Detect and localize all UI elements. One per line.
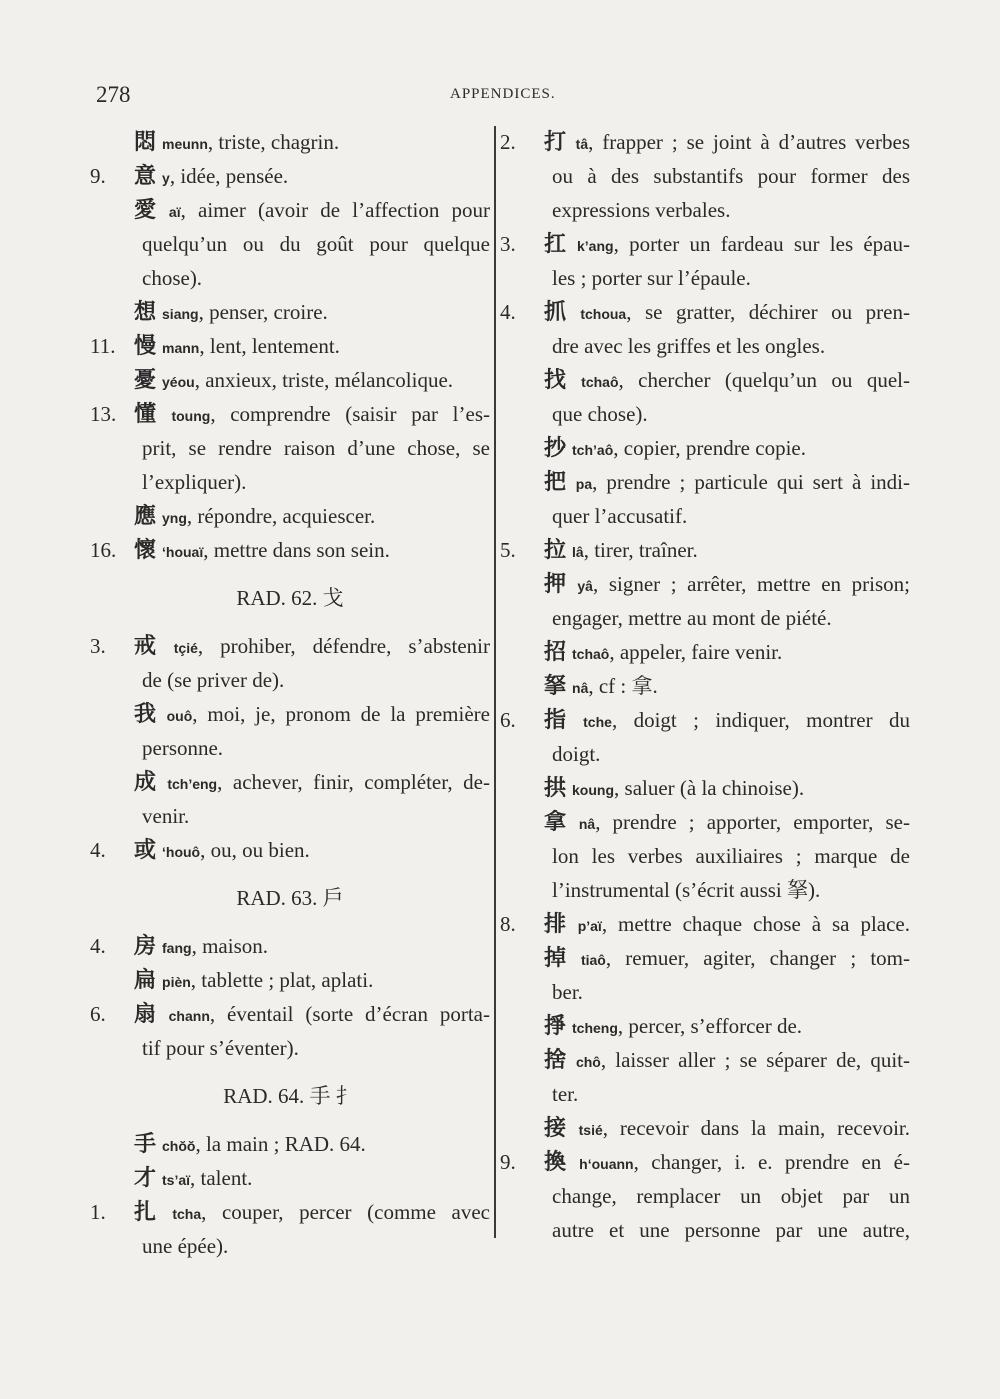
chinese-character: 才 xyxy=(134,1166,157,1191)
dictionary-entry xyxy=(500,533,910,567)
definition-text: doigt. xyxy=(552,742,601,766)
romanization: tiaô xyxy=(580,952,606,968)
spacer xyxy=(90,1065,490,1079)
definition-text: , ou, ou bien. xyxy=(200,838,310,862)
entry-continuation-line xyxy=(500,159,910,193)
romanization: chann xyxy=(168,1008,210,1024)
entry-text xyxy=(134,1161,252,1197)
entry-text xyxy=(142,731,223,765)
entry-text xyxy=(142,261,202,295)
romanization: toung xyxy=(171,408,211,424)
romanization: chô xyxy=(575,1054,601,1070)
dictionary-entry xyxy=(500,295,910,329)
entry-continuation-line xyxy=(500,499,910,533)
stroke-count: 4. xyxy=(500,300,516,324)
entry-text xyxy=(134,963,373,999)
entry-text xyxy=(134,295,328,331)
romanization: koung xyxy=(572,782,615,798)
dictionary-entry xyxy=(500,465,910,499)
romanization: tâ xyxy=(575,136,589,152)
entry-text xyxy=(544,295,910,331)
definition-text: , prohiber, défendre, s’abstenir xyxy=(197,634,490,658)
chinese-character: 成 xyxy=(134,770,162,795)
left-column xyxy=(90,125,490,1263)
chinese-character: 把 xyxy=(544,470,570,495)
spacer xyxy=(90,567,490,581)
definition-text: , achever, finir, compléter, de- xyxy=(217,770,490,794)
entry-continuation-line xyxy=(90,731,490,765)
entry-text xyxy=(142,431,490,465)
spacer xyxy=(90,1113,490,1127)
definition-text: , moi, je, pronom de la première xyxy=(192,702,490,726)
chinese-character: 排 xyxy=(544,912,572,937)
stroke-count: 9. xyxy=(90,164,106,188)
entry-text xyxy=(552,159,910,193)
definition-text: tif pour s’éventer). xyxy=(142,1036,299,1060)
chinese-character: 找 xyxy=(544,368,576,393)
chinese-character: 想 xyxy=(134,300,157,325)
romanization: p’aï xyxy=(577,918,602,934)
entry-text xyxy=(544,703,910,739)
dictionary-entry xyxy=(500,1009,910,1043)
chinese-character: 招 xyxy=(544,640,567,665)
column-divider xyxy=(494,126,496,1238)
entry-continuation-line xyxy=(500,193,910,227)
entry-text xyxy=(544,1111,910,1147)
entry-text xyxy=(142,1031,299,1065)
romanization: tcha xyxy=(172,1206,202,1222)
dictionary-entry xyxy=(500,363,910,397)
entry-text xyxy=(142,1229,228,1263)
dictionary-entry xyxy=(90,697,490,731)
entry-text xyxy=(552,1179,910,1213)
definition-text: , mettre dans son sein. xyxy=(203,538,390,562)
chinese-character: 或 xyxy=(134,838,157,863)
spacer xyxy=(90,915,490,929)
stroke-count: 8. xyxy=(500,912,516,936)
dictionary-entry xyxy=(500,567,910,601)
entry-text xyxy=(142,227,490,261)
entry-text xyxy=(134,533,390,569)
definition-text: , couper, percer (comme avec xyxy=(201,1200,490,1224)
definition-text: , frapper ; se joint à d’autres verbes xyxy=(588,130,910,154)
radical-heading: RAD. 64. 手 扌 xyxy=(223,1084,357,1108)
definition-text: lon les verbes auxiliaires ; marque de xyxy=(552,844,910,868)
definition-text: quelqu’un ou du goût pour quelque xyxy=(142,232,490,256)
entry-continuation-line xyxy=(90,1031,490,1065)
romanization: hʻouann xyxy=(579,1156,634,1172)
spacer xyxy=(90,867,490,881)
romanization: pièn xyxy=(162,974,191,990)
chinese-character: 打 xyxy=(544,130,570,155)
entry-text xyxy=(134,499,375,535)
chinese-character: 扛 xyxy=(544,232,571,257)
chinese-character: 意 xyxy=(134,164,157,189)
page-number: 278 xyxy=(96,82,131,107)
definition-text: , tablette ; plat, aplati. xyxy=(190,968,374,992)
chinese-character: 拱 xyxy=(544,776,567,801)
definition-text: , recevoir dans la main, recevoir. xyxy=(602,1116,910,1140)
chinese-character: 抄 xyxy=(544,436,567,461)
definition-text: , prendre ; particule qui sert à indi- xyxy=(592,470,910,494)
dictionary-entry xyxy=(500,125,910,159)
chinese-character: 掙 xyxy=(544,1014,567,1039)
definition-text: , penser, croire. xyxy=(198,300,328,324)
romanization: aï xyxy=(168,204,181,220)
definition-text: , triste, chagrin. xyxy=(207,130,340,154)
stroke-count: 9. xyxy=(500,1150,516,1174)
romanization: siang xyxy=(162,306,199,322)
entry-text xyxy=(552,1077,578,1111)
entry-text xyxy=(134,629,490,665)
dictionary-entry xyxy=(500,805,910,839)
definition-text: les ; porter sur l’épaule. xyxy=(552,266,751,290)
romanization: ouô xyxy=(166,708,193,724)
romanization: tcheng xyxy=(572,1020,618,1036)
dictionary-entry xyxy=(90,295,490,329)
entry-text xyxy=(134,193,490,229)
chinese-character: 換 xyxy=(544,1150,574,1175)
definition-text: , cf : 拿. xyxy=(588,674,658,698)
dictionary-entry xyxy=(90,765,490,799)
entry-continuation-line xyxy=(90,663,490,697)
entry-text xyxy=(134,997,490,1033)
chinese-character: 悶 xyxy=(134,130,157,155)
chinese-character: 扎 xyxy=(134,1200,167,1225)
definition-text: personne. xyxy=(142,736,224,760)
entry-continuation-line xyxy=(500,1179,910,1213)
dictionary-entry xyxy=(90,499,490,533)
chinese-character: 愛 xyxy=(134,198,163,223)
radical-heading: RAD. 63. 戶 xyxy=(236,886,344,910)
chinese-character: 接 xyxy=(544,1116,573,1141)
entry-continuation-line xyxy=(90,431,490,465)
chinese-character: 戒 xyxy=(134,634,168,659)
entry-text xyxy=(134,697,490,733)
entry-text xyxy=(544,125,910,161)
stroke-count: 1. xyxy=(90,1200,106,1224)
entry-text xyxy=(544,567,910,603)
entry-text xyxy=(544,941,910,977)
entry-continuation-line xyxy=(500,397,910,431)
romanization: tchoua xyxy=(580,306,627,322)
definition-text: autre et une personne par une autre, xyxy=(552,1218,910,1242)
definition-text: expressions verbales. xyxy=(552,198,731,222)
definition-text: ou à des substantifs pour former des xyxy=(552,164,910,188)
entry-continuation-line xyxy=(500,1213,910,1247)
entry-continuation-line xyxy=(500,601,910,635)
entry-text xyxy=(552,839,910,873)
entry-continuation-line xyxy=(90,227,490,261)
romanization: pa xyxy=(575,476,593,492)
entry-text xyxy=(552,193,730,227)
definition-text: change, remplacer un objet par un xyxy=(552,1184,910,1208)
romanization: lâ xyxy=(572,544,584,560)
definition-text: engager, mettre au mont de piété. xyxy=(552,606,832,630)
dictionary-entry xyxy=(90,997,490,1031)
entry-text xyxy=(134,833,310,869)
definition-text: , anxieux, triste, mélancolique. xyxy=(194,368,454,392)
dictionary-entry xyxy=(90,929,490,963)
chinese-character: 拿 xyxy=(544,810,573,835)
definition-text: ber. xyxy=(552,980,583,1004)
entry-text xyxy=(544,669,658,705)
dictionary-entry xyxy=(90,1161,490,1195)
chinese-character: 捨 xyxy=(544,1048,570,1073)
entry-text xyxy=(134,1195,490,1231)
entry-continuation-line xyxy=(500,975,910,1009)
definition-text: que chose). xyxy=(552,402,648,426)
chinese-character: 押 xyxy=(544,572,572,597)
definition-text: , remuer, agiter, changer ; tom- xyxy=(605,946,910,970)
entry-text xyxy=(544,465,910,501)
entry-text xyxy=(142,663,284,697)
definition-text: , chercher (quelqu’un ou quel- xyxy=(618,368,910,392)
stroke-count: 4. xyxy=(90,838,106,862)
entry-text xyxy=(552,873,820,907)
stroke-count: 3. xyxy=(90,634,106,658)
entry-text xyxy=(544,1043,910,1079)
stroke-count: 13. xyxy=(90,402,117,426)
romanization: y xyxy=(162,170,170,186)
entry-text xyxy=(134,159,288,195)
right-column xyxy=(500,125,910,1247)
definition-text: , répondre, acquiescer. xyxy=(186,504,376,528)
entry-text xyxy=(552,261,751,295)
chinese-character: 懂 xyxy=(134,402,166,427)
definition-text: , la main ; RAD. 64. xyxy=(195,1132,366,1156)
entry-continuation-line xyxy=(500,737,910,771)
dictionary-entry xyxy=(90,329,490,363)
stroke-count: 4. xyxy=(90,934,106,958)
entry-text xyxy=(552,601,832,635)
chinese-character: 扁 xyxy=(134,968,157,993)
romanization: nâ xyxy=(572,680,589,696)
dictionary-entry xyxy=(90,125,490,159)
romanization: tchaô xyxy=(572,646,610,662)
romanization: mann xyxy=(162,340,200,356)
definition-text: , comprendre (saisir par l’es- xyxy=(210,402,490,426)
romanization: nâ xyxy=(578,816,596,832)
entry-continuation-line xyxy=(500,839,910,873)
chinese-character: 扇 xyxy=(134,1002,163,1027)
dictionary-entry xyxy=(500,703,910,737)
dictionary-entry xyxy=(90,363,490,397)
dictionary-entry xyxy=(500,1145,910,1179)
romanization: yéou xyxy=(162,374,195,390)
entry-text xyxy=(544,907,910,943)
definition-text: , tirer, traîner. xyxy=(583,538,698,562)
stroke-count: 6. xyxy=(500,708,516,732)
stroke-count: 2. xyxy=(500,130,516,154)
chinese-character: 拉 xyxy=(544,538,567,563)
dictionary-entry xyxy=(500,635,910,669)
entry-continuation-line xyxy=(500,873,910,907)
definition-text: de (se priver de). xyxy=(142,668,285,692)
dictionary-entry xyxy=(90,1195,490,1229)
entry-continuation-line xyxy=(90,261,490,295)
definition-text: , maison. xyxy=(191,934,268,958)
page-header xyxy=(0,82,1000,112)
entry-text xyxy=(544,805,910,841)
definition-text: , prendre ; apporter, emporter, se- xyxy=(595,810,910,834)
entry-text xyxy=(552,975,583,1009)
stroke-count: 3. xyxy=(500,232,516,256)
definition-text: , mettre chaque chose à sa place. xyxy=(601,912,910,936)
entry-text xyxy=(544,1145,910,1181)
definition-text: , laisser aller ; se séparer de, quit- xyxy=(600,1048,910,1072)
entry-text xyxy=(134,329,340,365)
dictionary-entry xyxy=(90,833,490,867)
dictionary-entry xyxy=(90,533,490,567)
entry-text xyxy=(134,765,490,801)
definition-text: venir. xyxy=(142,804,190,828)
dictionary-entry xyxy=(500,1043,910,1077)
stroke-count: 16. xyxy=(90,538,117,562)
entry-text xyxy=(544,1009,802,1045)
dictionary-entry xyxy=(500,669,910,703)
romanization: tche xyxy=(583,714,612,730)
dictionary-entry xyxy=(500,907,910,941)
entry-text xyxy=(544,363,910,399)
entry-continuation-line xyxy=(500,1077,910,1111)
romanization: tchaô xyxy=(581,374,619,390)
romanization: tsié xyxy=(578,1122,603,1138)
definition-text: , éventail (sorte d’écran porta- xyxy=(209,1002,490,1026)
definition-text: , se gratter, déchirer ou pren- xyxy=(626,300,910,324)
dictionary-entry xyxy=(90,397,490,431)
spacer xyxy=(90,615,490,629)
entry-continuation-line xyxy=(90,465,490,499)
entry-continuation-line xyxy=(500,261,910,295)
entry-continuation-line xyxy=(500,329,910,363)
definition-text: , copier, prendre copie. xyxy=(613,436,806,460)
entry-continuation-line xyxy=(90,799,490,833)
definition-text: , talent. xyxy=(190,1166,253,1190)
chinese-character: 應 xyxy=(134,504,157,529)
chinese-character: 指 xyxy=(544,708,578,733)
entry-text xyxy=(134,1127,366,1163)
dictionary-entry xyxy=(500,771,910,805)
romanization: tçié xyxy=(173,640,198,656)
romanization: ts’aï xyxy=(162,1172,191,1188)
chinese-character: 慢 xyxy=(134,334,157,359)
entry-text xyxy=(552,499,687,533)
romanization: tch’aô xyxy=(572,442,614,458)
definition-text: dre avec les griffes et les ongles. xyxy=(552,334,826,358)
definition-text: l’instrumental (s’écrit aussi 拏). xyxy=(552,878,821,902)
romanization: chŏŏ xyxy=(162,1138,196,1154)
definition-text: , lent, lentement. xyxy=(199,334,340,358)
definition-text: , changer, i. e. prendre en é- xyxy=(633,1150,910,1174)
stroke-count: 11. xyxy=(90,334,116,358)
entry-text xyxy=(134,929,268,965)
romanization: yng xyxy=(162,510,187,526)
stroke-count: 6. xyxy=(90,1002,106,1026)
definition-text: quer l’accusatif. xyxy=(552,504,688,528)
entry-text xyxy=(552,397,648,431)
entry-text xyxy=(142,799,189,833)
definition-text: , porter un fardeau sur les épau- xyxy=(613,232,910,256)
romanization: yâ xyxy=(577,578,593,594)
definition-text: , appeler, faire venir. xyxy=(609,640,783,664)
romanization: fang xyxy=(162,940,192,956)
romanization: tch’eng xyxy=(167,776,218,792)
entry-text xyxy=(552,737,600,771)
definition-text: une épée). xyxy=(142,1234,229,1258)
dictionary-entry xyxy=(90,963,490,997)
entry-text xyxy=(142,465,246,499)
chinese-character: 房 xyxy=(134,934,157,959)
chinese-character: 拏 xyxy=(544,674,567,699)
dictionary-entry xyxy=(500,227,910,261)
entry-text xyxy=(544,635,782,671)
entry-text xyxy=(134,363,453,399)
dictionary-entry xyxy=(90,1127,490,1161)
chinese-character: 懷 xyxy=(134,538,157,563)
entry-text xyxy=(134,125,339,161)
definition-text: chose). xyxy=(142,266,203,290)
dictionary-entry xyxy=(500,941,910,975)
entry-text xyxy=(544,533,698,569)
dictionary-entry xyxy=(90,159,490,193)
romanization: meunn xyxy=(162,136,208,152)
romanization: k’ang xyxy=(577,238,614,254)
chinese-character: 抓 xyxy=(544,300,575,325)
stroke-count: 5. xyxy=(500,538,516,562)
running-head: APPENDICES. xyxy=(450,86,556,102)
definition-text: prit, se rendre raison d’une chose, se xyxy=(142,436,490,460)
dictionary-entry xyxy=(500,431,910,465)
entry-text xyxy=(552,329,825,363)
definition-text: , saluer (à la chinoise). xyxy=(614,776,805,800)
definition-text: , doigt ; indiquer, montrer du xyxy=(611,708,910,732)
definition-text: , aimer (avoir de l’affection pour xyxy=(180,198,490,222)
definition-text: , idée, pensée. xyxy=(169,164,289,188)
definition-text: , signer ; arrêter, mettre en prison; xyxy=(592,572,910,596)
entry-text xyxy=(552,1213,910,1247)
chinese-character: 我 xyxy=(134,702,161,727)
chinese-character: 掉 xyxy=(544,946,575,971)
dictionary-entry xyxy=(90,629,490,663)
chinese-character: 手 xyxy=(134,1132,157,1157)
romanization: ʻhouô xyxy=(162,844,201,860)
entry-text xyxy=(544,431,806,467)
definition-text: , percer, s’efforcer de. xyxy=(617,1014,803,1038)
entry-text xyxy=(134,397,490,433)
romanization: ʻhouaï xyxy=(162,544,204,560)
chinese-character: 憂 xyxy=(134,368,157,393)
entry-text xyxy=(544,771,804,807)
entry-text xyxy=(544,227,910,263)
entry-continuation-line xyxy=(90,1229,490,1263)
dictionary-entry xyxy=(90,193,490,227)
definition-text: ter. xyxy=(552,1082,579,1106)
radical-heading: RAD. 62. 戈 xyxy=(236,586,344,610)
dictionary-entry xyxy=(500,1111,910,1145)
definition-text: l’expliquer). xyxy=(142,470,247,494)
